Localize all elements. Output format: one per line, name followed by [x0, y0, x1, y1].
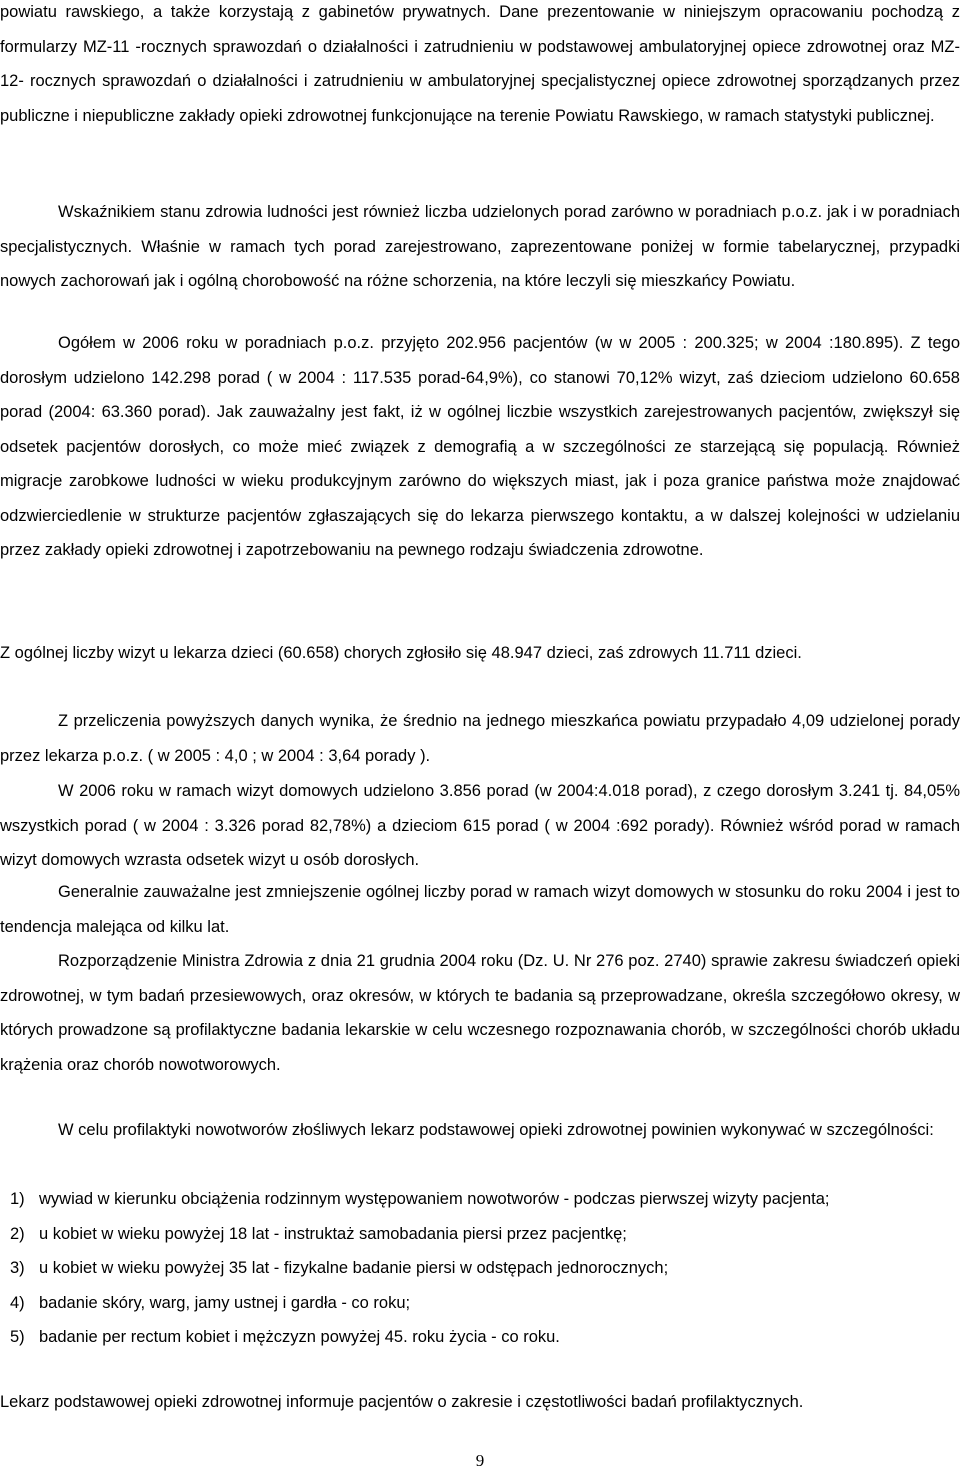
list-item — [0, 1182, 960, 1217]
paragraph-prevention-intro: W celu profilaktyki nowotworów złośliwych lekarz podstawowej opieki zdrowotnej powinien wykonywać w szczególności: — [58, 1121, 934, 1139]
list-item-number: 2) — [10, 1224, 25, 1243]
page-number: 9 — [475, 1451, 485, 1470]
list-item-text: u kobiet w wieku powyżej 35 lat - fizykalne badanie piersi w odstępach jednorocznych; — [39, 1259, 669, 1277]
list-item — [0, 1251, 960, 1286]
paragraph-closing: Lekarz podstawowej opieki zdrowotnej informuje pacjentów o zakresie i częstotliwości badań profilaktycznych. — [0, 1393, 804, 1411]
list-item-text: u kobiet w wieku powyżej 18 lat - instruktaż samobadania piersi przez pacjentkę; — [39, 1224, 627, 1243]
paragraph-health-indicator: Wskaźnikiem stanu zdrowia ludności jest również liczba udzielonych porad zarówno w poradniach p.o.z. jak i w poradniach specjalistycznych. Właśnie w ramach tych porad zarejestrowano, zaprezentowane poniżej w formie tabelarycznej, przypadki nowych zachorowań jak i ogólną chorobowość na różne schorzenia, na które leczyli się mieszkańcy Powiatu. — [0, 203, 960, 290]
list-item — [0, 1320, 960, 1355]
paragraph-visit-totals: Ogółem w 2006 roku w poradniach p.o.z. przyjęto 202.956 pacjentów (w w 2005 : 200.325; w 2004 :180.895). Z tego dorosłym udzielono 142.298 porad ( w 2004 : 117.535 porad-64,9%), co stanowi 70,12% wizyt, zaś dzieciom udzielono 60.658 porad (2004: 63.360 porad). Jak zauważalny jest fakt, iż w ogólnej liczbie wszystkich zarejestrowanych pacjentów, zwiększył się odsetek pacjentów dorosłych, co może mieć związek z demografią a w szczególności ze starzejącą się populacją. Również migracje zarobkowe ludności w wieku produkcyjnym zarówno do większych miast, jak i poza granice państwa może znajdować odzwierciedlenie w strukturze pacjentów zgłaszających się do lekarza pierwszego kontaktu, a w dalszej kolejności w udzielaniu przez zakłady opieki zdrowotnej i zapotrzebowaniu na pewnego rodzaju świadczenia zdrowotne. — [0, 334, 960, 559]
paragraph-home-visits: W 2006 roku w ramach wizyt domowych udzielono 3.856 porad (w 2004:4.018 porad), z czego dorosłym 3.241 tj. 84,05% wszystkich porad ( w 2004 : 3.326 porad 82,78%) a dzieciom 615 porad ( w 2004 :692 porady). Również wśród porad w ramach wizyt domowych wzrasta odsetek wizyt u osób dorosłych. — [0, 782, 960, 869]
list-item-text: badanie skóry, warg, jamy ustnej i gardła - co roku; — [39, 1293, 411, 1312]
list-item-number: 1) — [10, 1190, 25, 1208]
list-item-number: 4) — [10, 1293, 25, 1312]
list-item — [0, 1286, 960, 1321]
paragraph-trend: Generalnie zauważalne jest zmniejszenie ogólnej liczby porad w ramach wizyt domowych w stosunku do roku 2004 i jest to tendencja malejąca od kilku lat. — [0, 883, 960, 936]
list-item-number: 5) — [10, 1328, 25, 1346]
list-item-text: wywiad w kierunku obciążenia rodzinnym występowaniem nowotworów - podczas pierwszej wizyty pacjenta; — [39, 1190, 830, 1208]
list-item-number: 3) — [10, 1259, 25, 1277]
list-item — [0, 1217, 960, 1252]
paragraph-per-capita: Z przeliczenia powyższych danych wynika, że średnio na jednego mieszkańca powiatu przypadało 4,09 udzielonej porady przez lekarza p.o.z. ( w 2005 : 4,0 ; w 2004 : 3,64 porady ). — [0, 712, 960, 765]
list-item-text: badanie per rectum kobiet i mężczyzn powyżej 45. roku życia - co roku. — [39, 1328, 560, 1346]
paragraph-data-sources: powiatu rawskiego, a także korzystają z gabinetów prywatnych. Dane prezentowanie w niniejszym opracowaniu pochodzą z formularzy MZ-11 -rocznych sprawozdań o działalności i zatrudnieniu w podstawowej ambulatoryjnej opiece zdrowotnej oraz MZ-12- rocznych sprawozdań o działalności i zatrudnieniu w ambulatoryjnej specjalistycznej opiece zdrowotnej sporządzanych przez publiczne i niepubliczne zakłady opieki zdrowotnej funkcjonujące na terenie Powiatu Rawskiego, w ramach statystyki publicznej. — [0, 3, 960, 125]
prevention-list — [0, 1182, 960, 1355]
paragraph-regulation: Rozporządzenie Ministra Zdrowia z dnia 21 grudnia 2004 roku (Dz. U. Nr 276 poz. 2740) sprawie zakresu świadczeń opieki zdrowotnej, w tym badań przesiewowych, oraz okresów, w których te badania są przeprowadzane, określa szczegółowo okresy, w których prowadzone są profilaktyczne badania lekarskie w celu wczesnego rozpoznawania chorób, w szczególności chorób układu krążenia oraz chorób nowotworowych. — [0, 952, 960, 1074]
paragraph-children-visits: Z ogólnej liczby wizyt u lekarza dzieci (60.658) chorych zgłosiło się 48.947 dzieci, zaś zdrowych 11.711 dzieci. — [0, 644, 802, 662]
